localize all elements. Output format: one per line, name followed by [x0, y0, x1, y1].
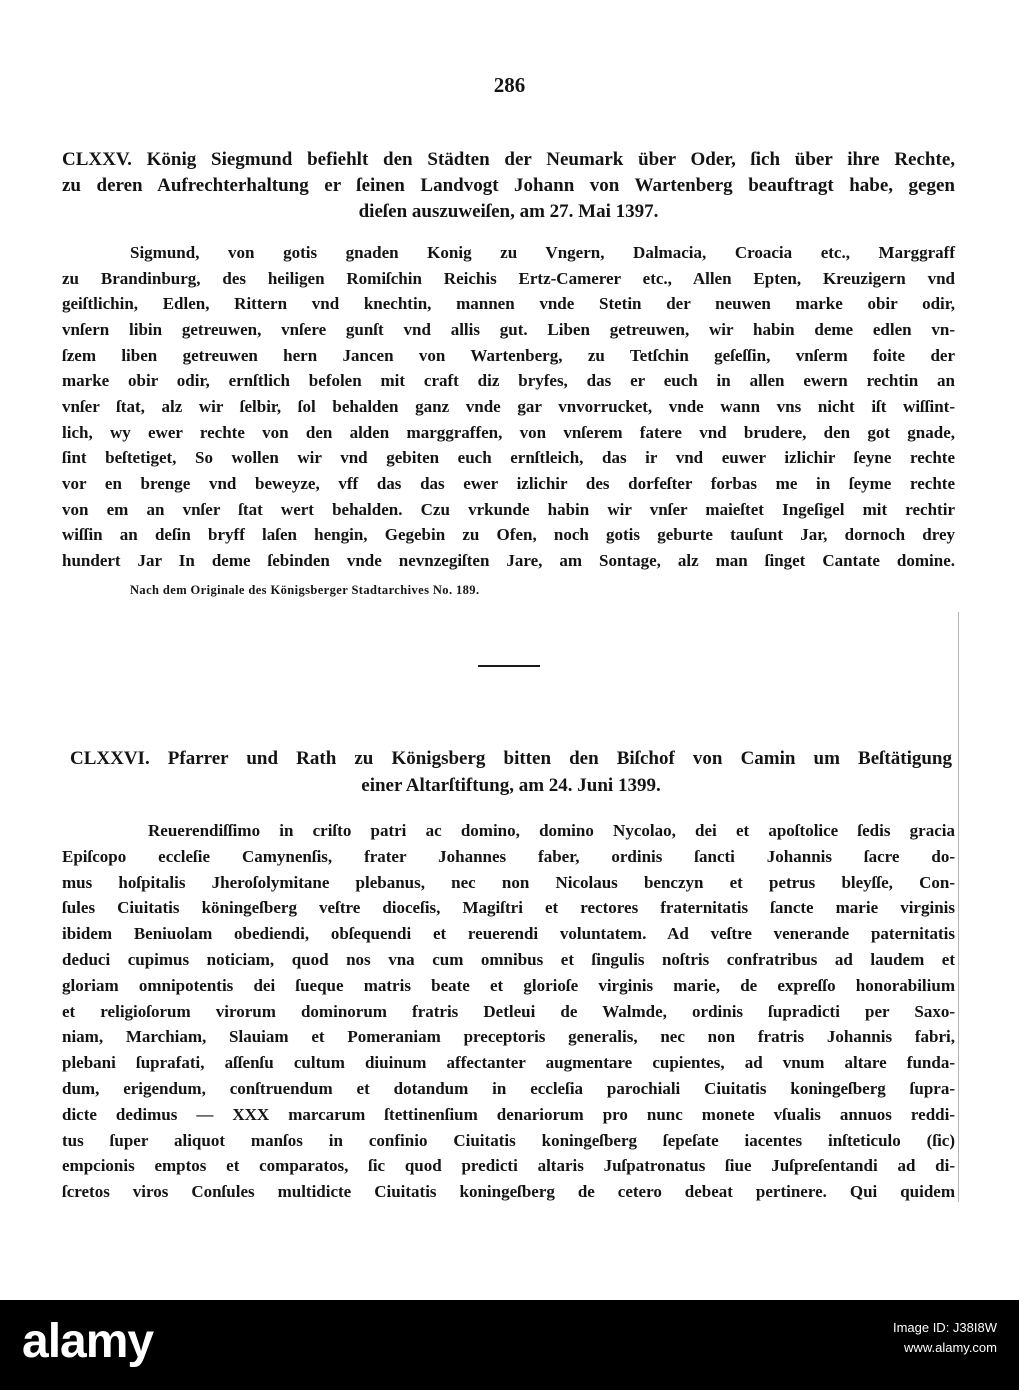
text-line: vor en brenge vnd beweyze, vff das das ewer izlichir des dorfeſter forbas me in ſeyme rechte — [62, 473, 955, 493]
document-heading — [62, 147, 955, 225]
text-line: vnſern libin getreuwen, vnſere gunſt vnd allis gut. Liben getreuwen, wir habin deme edlen vn- — [62, 319, 955, 339]
text-line: zu Brandinburg, des heiligen Romiſchin Reichis Ertz-Camerer etc., Allen Epten, Kreuzigern vnd — [62, 268, 955, 288]
watermark-url: www.alamy.com — [904, 1340, 997, 1355]
text-line: gloriam omnipotentis dei ſueque matris beate et glorioſe virginis marie, de expreſſo honorabilium — [62, 975, 955, 995]
text-line: empcionis emptos et comparatos, ſic quod predicti altaris Juſpatronatus ſiue Juſpreſentandi ad di- — [62, 1156, 955, 1176]
text-line: ſzem liben getreuwen hern Jancen von Wartenberg, zu Tetſchin geſeſſin, vnſerm foite der — [62, 345, 955, 365]
text-line: ibidem Beniuolam obediendi, obſequendi et reuerendi voluntatem. Ad veſtre venerande paternitatis — [62, 924, 955, 944]
text-line: ſint beſtetiget, So wollen wir vnd gebiten euch ernſtleich, das ir vnd euwer izlichir ſeyne rechte — [62, 448, 955, 468]
text-line: marke obir odir, ernſtlich befolen mit craft diz bryfes, das er euch in allen ewern rechtin an — [62, 371, 955, 391]
document-body — [62, 818, 955, 1205]
text-line: et religioſorum virorum dominorum fratris Detleui de Walmde, ordinis ſupradicti per Saxo- — [62, 1001, 955, 1021]
heading-line: einer Altarſtiftung, am 24. Juni 1399. — [361, 775, 661, 796]
scan-edge-line — [958, 612, 959, 1202]
text-line: niam, Marchiam, Slauiam et Pomeraniam preceptoris generalis, nec non fratris Johannis fabri, — [62, 1027, 955, 1047]
heading-line: dieſen auszuweiſen, am 27. Mai 1397. — [358, 201, 659, 222]
text-line: mus hoſpitalis Jheroſolymitane plebanus, nec non Nicolaus benczyn et petrus bleyſſe, Con- — [62, 872, 955, 892]
document-body — [62, 240, 955, 574]
text-line: plebani ſuprafati, aſſenſu cultum diuinum affectanter augmentare cupientes, ad vnum altare funda- — [62, 1053, 955, 1073]
text-line: Epiſcopo eccleſie Camynenſis, frater Johannes faber, ordinis ſancti Johannis ſacre do- — [62, 846, 955, 866]
text-line: vnſer ſtat, alz wir ſelbir, ſol behalden ganz vnde gar vnvorrucket, vnde wann vns nicht iſt wiſſint- — [62, 396, 955, 416]
heading-line: zu deren Aufrechterhaltung er ſeinen Landvogt Johann von Wartenberg beauftragt habe, gegen — [62, 175, 955, 196]
section-separator — [478, 665, 540, 667]
text-line: ſcretos viros Conſules multidicte Ciuitatis koningeſberg de cetero debeat pertinere. Qui quidem — [62, 1182, 955, 1202]
text-line: wiſſin an deſin bryff laſen hengin, Gegebin zu Ofen, noch gotis geburte tauſunt Jar, dornoch drey — [62, 525, 955, 545]
text-line: geiſtlichin, Edlen, Rittern vnd knechtin, mannen vnde Stetin der neuwen marke obir odir, — [62, 294, 955, 314]
text-line: von em an vnſer ſtat wert behalden. Czu vrkunde habin wir vnſer maieſtet Ingeſigel mit rechtir — [62, 499, 955, 519]
document-number: CLXXV. — [62, 149, 132, 170]
text-line: dicte dedimus — XXX marcarum ſtettinenſium denariorum pro nunc monete vſualis annuos reddi- — [62, 1104, 955, 1124]
source-note: Nach dem Originale des Königsberger Stadtarchives No. 189. — [130, 583, 480, 597]
heading-text: König Siegmund befiehlt den Städten der Neumark über Oder, ſich über ihre Rechte, — [146, 149, 955, 170]
text-line: Sigmund, von gotis gnaden Konig zu Vngern, Dalmacia, Croacia etc., Marggraff — [130, 243, 955, 262]
alamy-logo: alamy — [22, 1315, 154, 1368]
text-line: ſules Ciuitatis köningeſberg veſtre dioceſis, Magiſtri et rectores fraternitatis ſancte marie virginis — [62, 898, 955, 918]
watermark-bar — [0, 1300, 1019, 1390]
document-heading — [70, 745, 952, 799]
page-number: 286 — [493, 73, 526, 97]
text-line: Reuerendiſſimo in criſto patri ac domino, domino Nycolao, dei et apoſtolice ſedis gracia — [148, 821, 955, 840]
heading-text: Pfarrer und Rath zu Königsberg bitten den Biſchof von Camin um Beſtätigung — [167, 748, 952, 769]
text-line: deduci cupimus noticiam, quod nos vna cum omnibus et ſingulis noſtris confratribus ad laudem et — [62, 949, 955, 969]
text-line: tus ſuper aliquot manſos in confinio Ciuitatis koningeſberg ſepeſate iacentes inſteticulo (ſic) — [62, 1130, 955, 1150]
document-number: CLXXVI. — [70, 748, 150, 769]
text-line: dum, erigendum, conſtruendum et dotandum in eccleſia parochiali Ciuitatis koningeſberg ſupra- — [62, 1078, 955, 1098]
image-id-label: Image ID: J38I8W — [892, 1320, 997, 1335]
heading-line — [70, 745, 952, 772]
text-line: lich, wy ewer rechte von den alden marggraffen, von vnſerem fatere vnd brudere, den got gnade, — [62, 422, 955, 442]
text-line: hundert Jar In deme ſebinden vnde nevnzegiſten Jare, am Sontage, alz man ſinget Cantate domine. — [62, 550, 955, 570]
heading-line — [62, 147, 955, 173]
